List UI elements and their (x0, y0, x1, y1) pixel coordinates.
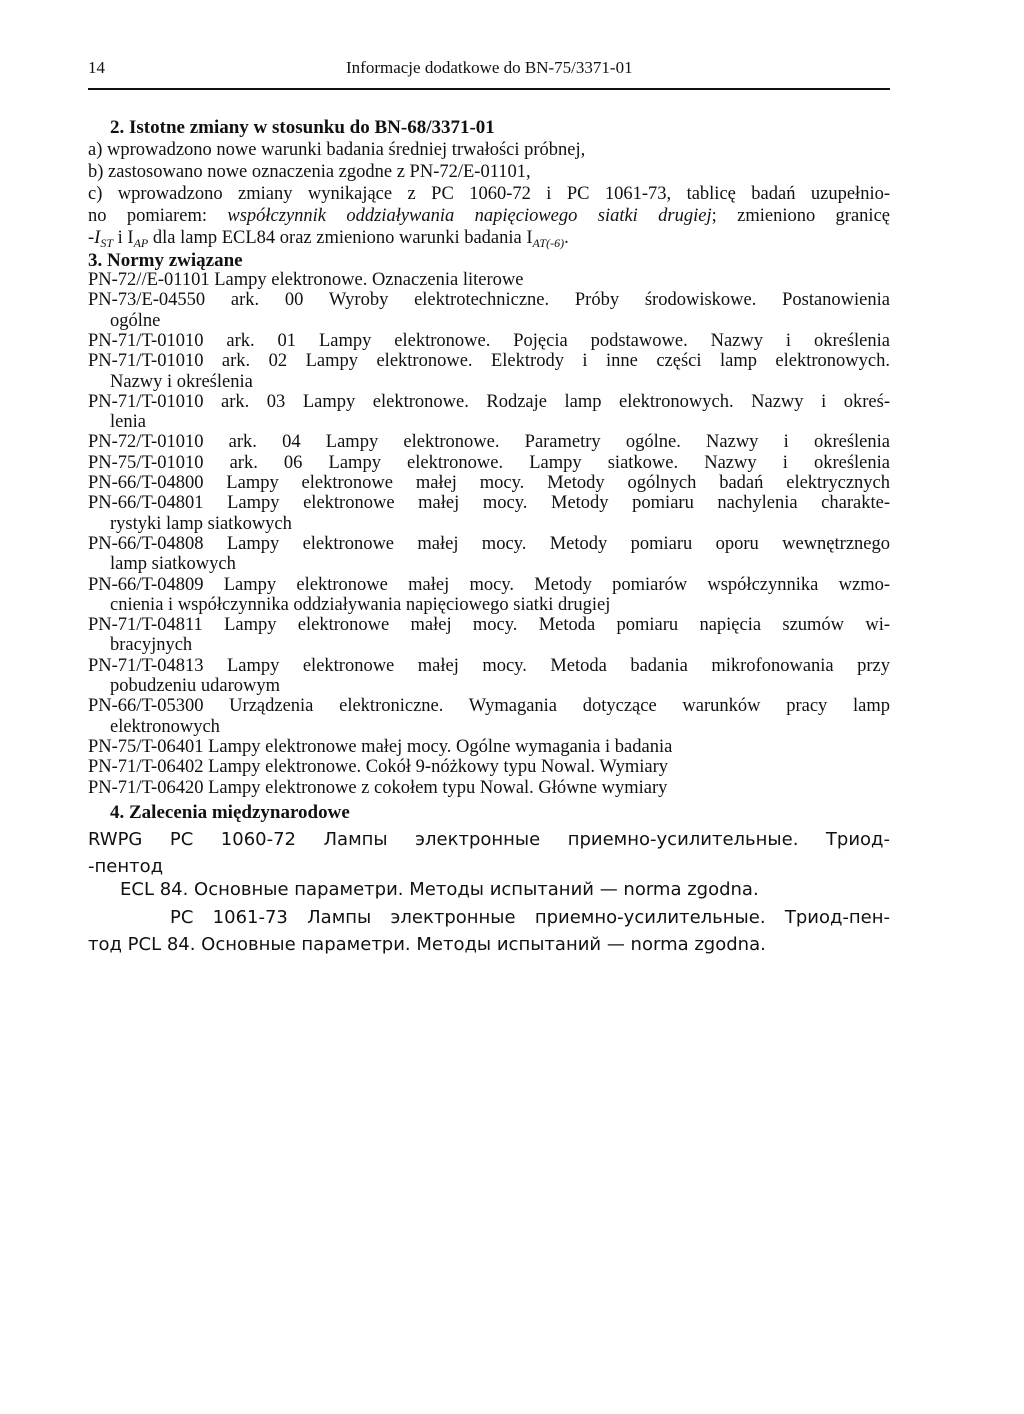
subscript: AP (133, 236, 149, 250)
standard-entry: PN-71/T-06402 Lampy elektronowe. Cokół 9-nóżkowy typu Nowal. Wymiary (88, 757, 669, 777)
standard-entry-continuation: ogólne (110, 311, 161, 331)
standard-entry-continuation: bracyjnych (110, 635, 193, 655)
section-2-heading: 2. Istotne zmiany w stosunku do BN-68/3371-01 (110, 117, 495, 138)
standard-entry-continuation: cnienia i współczynnika oddziaływania napięciowego siatki drugiej (110, 595, 611, 615)
section-2-item-b: b) zastosowano nowe oznaczenia zgodne z PN-72/E-01101, (88, 162, 531, 182)
standard-entry-continuation: elektronowych (110, 717, 220, 737)
standard-entry: PN-72/T-01010 ark. 04 Lampy elektronowe. Parametry ogólne. Nazwy i określenia (88, 432, 890, 452)
section-2-item-a: a) wprowadzono nowe warunki badania średniej trwałości próbnej, (88, 140, 586, 160)
standard-entry-continuation: Nazwy i określenia (110, 372, 253, 392)
header-rule (88, 88, 890, 90)
subscript: AT(-6) (532, 236, 565, 250)
section-4-heading: 4. Zalecenia międzynarodowe (110, 802, 350, 823)
standard-entry: PN-66/T-04801 Lampy elektronowe małej mocy. Metody pomiaru nachylenia charakte- (88, 493, 890, 513)
standard-entry-continuation: lamp siatkowych (110, 554, 236, 574)
standard-entry: PN-75/T-06401 Lampy elektronowe małej mocy. Ogólne wymagania i badania (88, 737, 673, 757)
standard-entry: PN-71/T-01010 ark. 02 Lampy elektronowe. Elektrody i inne części lamp elektronowych. (88, 351, 890, 371)
standard-entry: PN-72//E-01101 Lampy elektronowe. Oznaczenia literowe (88, 270, 524, 290)
section-3-heading: 3. Normy związane (88, 250, 243, 271)
section-4-line: -пентод (88, 856, 164, 877)
standard-entry: PN-71/T-01010 ark. 03 Lampy elektronowe. Rodzaje lamp elektronowych. Nazwy i okreś- (88, 392, 890, 412)
italic-term: współczynnik oddziaływania napięciowego siatki drugiej (227, 206, 712, 226)
section-4-line: тод PCL 84. Основные параметри. Методы испытаний — norma zgodna. (88, 934, 766, 955)
section-4-line: PC 1061-73 Лампы электронные приемно-усилительные. Триод-пен- (170, 907, 890, 928)
section-2-item-c-line-2 (88, 206, 890, 226)
standard-entry-continuation: pobudzeniu udarowym (110, 676, 281, 696)
text-run: -I (88, 228, 101, 248)
standard-entry: PN-66/T-05300 Urządzenia elektroniczne. Wymagania dotyczące warunków pracy lamp (88, 696, 890, 716)
standard-entry: PN-75/T-01010 ark. 06 Lampy elektronowe. Lampy siatkowe. Nazwy i określenia (88, 453, 890, 473)
standard-entry: PN-71/T-01010 ark. 01 Lampy elektronowe. Pojęcia podstawowe. Nazwy i określenia (88, 331, 890, 351)
page-number: 14 (88, 58, 105, 77)
text-run: dla lamp ECL84 oraz zmieniono warunki badania I (148, 228, 533, 248)
text-run: . (564, 228, 569, 248)
standard-entry: PN-66/T-04809 Lampy elektronowe małej mocy. Metody pomiarów współczynnika wzmo- (88, 575, 890, 595)
subscript: ST (100, 236, 114, 250)
standard-entry: PN-66/T-04808 Lampy elektronowe małej mocy. Metody pomiaru oporu wewnętrznego (88, 534, 890, 554)
text-run: i I (113, 228, 134, 248)
standard-entry-continuation: lenia (110, 412, 146, 432)
standard-entry-continuation: rystyki lamp siatkowych (110, 514, 292, 534)
standard-entry: PN-73/E-04550 ark. 00 Wyroby elektrotechniczne. Próby środowiskowe. Postanowienia (88, 290, 890, 310)
text-run: ; zmieniono granicę (711, 206, 890, 226)
running-title: Informacje dodatkowe do BN-75/3371-01 (346, 58, 633, 77)
page-header (88, 58, 890, 84)
section-4-line: RWPG PC 1060-72 Лампы электронные приемно-усилительные. Триод- (88, 829, 890, 850)
standard-entry: PN-71/T-04811 Lampy elektronowe małej mocy. Metoda pomiaru napięcia szumów wi- (88, 615, 890, 635)
standard-entry: PN-71/T-06420 Lampy elektronowe z cokołem typu Nowal. Główne wymiary (88, 778, 668, 798)
section-4-line: ECL 84. Основные параметри. Методы испытаний — norma zgodna. (120, 879, 759, 900)
section-2-item-c-line-1: c) wprowadzono zmiany wynikające z PC 1060-72 i PC 1061-73, tablicę badań uzupełnio- (88, 184, 890, 204)
standard-entry: PN-66/T-04800 Lampy elektronowe małej mocy. Metody ogólnych badań elektrycznych (88, 473, 890, 493)
text-run: no pomiarem: (88, 206, 228, 226)
standard-entry: PN-71/T-04813 Lampy elektronowe małej mocy. Metoda badania mikrofonowania przy (88, 656, 890, 676)
